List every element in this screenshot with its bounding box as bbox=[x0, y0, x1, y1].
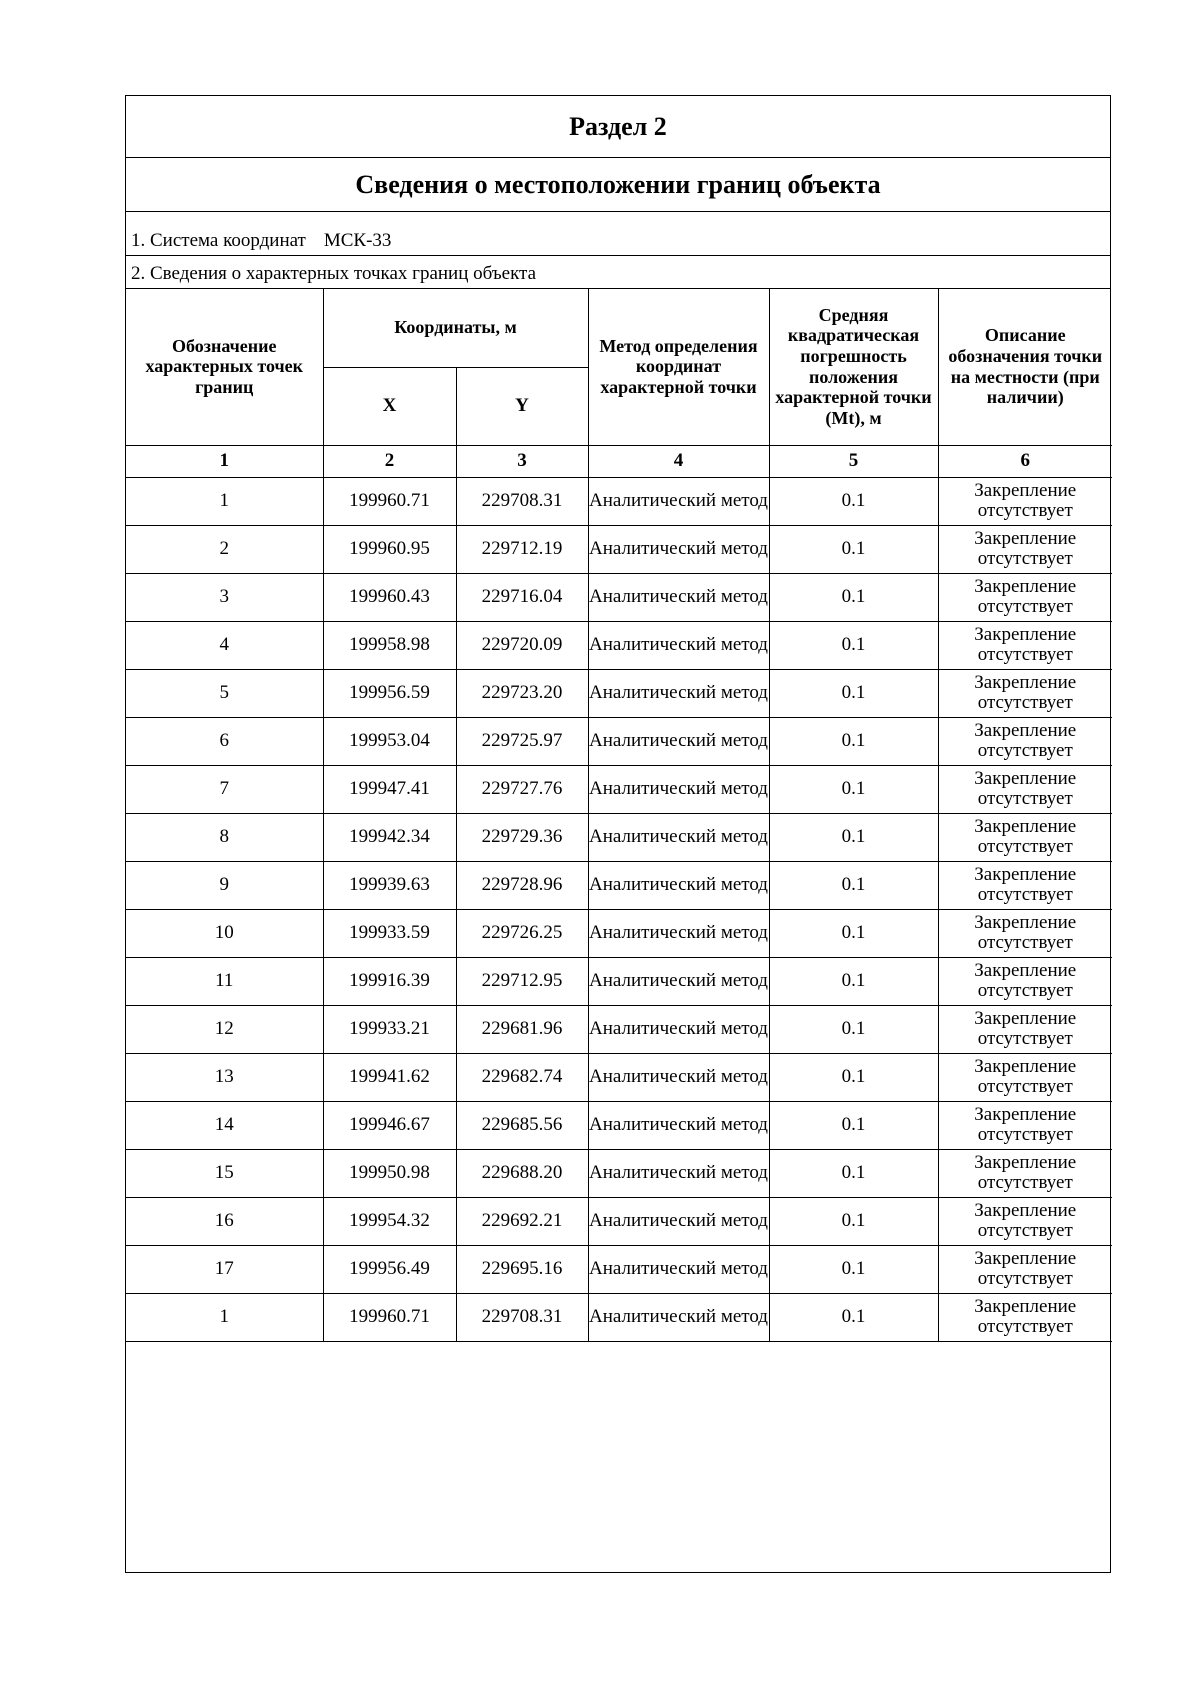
point-cell: 9 bbox=[126, 861, 323, 909]
error-cell: 0.1 bbox=[769, 573, 938, 621]
header-error: Средняя квадратическая погрешность положения характерной точки (Mt), м bbox=[769, 289, 938, 445]
x-cell: 199956.59 bbox=[323, 669, 456, 717]
table-row bbox=[126, 525, 1112, 573]
table-row bbox=[126, 1293, 1112, 1341]
y-cell: 229723.20 bbox=[456, 669, 588, 717]
x-cell: 199916.39 bbox=[323, 957, 456, 1005]
x-cell: 199950.98 bbox=[323, 1149, 456, 1197]
description-cell: Закрепление отсутствует bbox=[938, 525, 1112, 573]
x-cell: 199958.98 bbox=[323, 621, 456, 669]
method-cell: Аналитический метод bbox=[588, 1101, 769, 1149]
y-cell: 229725.97 bbox=[456, 717, 588, 765]
error-cell: 0.1 bbox=[769, 1101, 938, 1149]
point-cell: 4 bbox=[126, 621, 323, 669]
y-cell: 229726.25 bbox=[456, 909, 588, 957]
error-cell: 0.1 bbox=[769, 813, 938, 861]
x-cell: 199933.21 bbox=[323, 1005, 456, 1053]
point-cell: 14 bbox=[126, 1101, 323, 1149]
section-title: Раздел 2 bbox=[126, 96, 1110, 158]
header-description: Описание обозначения точки на местности (при наличии) bbox=[938, 289, 1112, 445]
y-cell: 229712.19 bbox=[456, 525, 588, 573]
method-cell: Аналитический метод bbox=[588, 1149, 769, 1197]
x-cell: 199953.04 bbox=[323, 717, 456, 765]
x-cell: 199960.43 bbox=[323, 573, 456, 621]
y-cell: 229682.74 bbox=[456, 1053, 588, 1101]
table-body bbox=[126, 477, 1112, 1341]
method-cell: Аналитический метод bbox=[588, 861, 769, 909]
points-heading: 2. Сведения о характерных точках границ объекта bbox=[126, 256, 1110, 289]
x-cell: 199946.67 bbox=[323, 1101, 456, 1149]
description-cell: Закрепление отсутствует bbox=[938, 909, 1112, 957]
table-row bbox=[126, 1053, 1112, 1101]
table-row bbox=[126, 1005, 1112, 1053]
description-cell: Закрепление отсутствует bbox=[938, 765, 1112, 813]
table-row bbox=[126, 477, 1112, 525]
header-method: Метод определения координат характерной точки bbox=[588, 289, 769, 445]
method-cell: Аналитический метод bbox=[588, 669, 769, 717]
y-cell: 229681.96 bbox=[456, 1005, 588, 1053]
x-cell: 199947.41 bbox=[323, 765, 456, 813]
description-cell: Закрепление отсутствует bbox=[938, 1149, 1112, 1197]
description-cell: Закрепление отсутствует bbox=[938, 573, 1112, 621]
method-cell: Аналитический метод bbox=[588, 957, 769, 1005]
method-cell: Аналитический метод bbox=[588, 765, 769, 813]
point-cell: 1 bbox=[126, 477, 323, 525]
description-cell: Закрепление отсутствует bbox=[938, 1197, 1112, 1245]
description-cell: Закрепление отсутствует bbox=[938, 1053, 1112, 1101]
point-cell: 11 bbox=[126, 957, 323, 1005]
y-cell: 229692.21 bbox=[456, 1197, 588, 1245]
method-cell: Аналитический метод bbox=[588, 717, 769, 765]
x-cell: 199941.62 bbox=[323, 1053, 456, 1101]
error-cell: 0.1 bbox=[769, 1005, 938, 1053]
header-x: X bbox=[323, 367, 456, 445]
error-cell: 0.1 bbox=[769, 717, 938, 765]
point-cell: 8 bbox=[126, 813, 323, 861]
header-point: Обозначение характерных точек границ bbox=[126, 289, 323, 445]
method-cell: Аналитический метод bbox=[588, 1053, 769, 1101]
table-row bbox=[126, 813, 1112, 861]
method-cell: Аналитический метод bbox=[588, 1245, 769, 1293]
y-cell: 229727.76 bbox=[456, 765, 588, 813]
method-cell: Аналитический метод bbox=[588, 1197, 769, 1245]
description-cell: Закрепление отсутствует bbox=[938, 1101, 1112, 1149]
table-row bbox=[126, 1101, 1112, 1149]
description-cell: Закрепление отсутствует bbox=[938, 1005, 1112, 1053]
description-cell: Закрепление отсутствует bbox=[938, 1245, 1112, 1293]
error-cell: 0.1 bbox=[769, 1197, 938, 1245]
error-cell: 0.1 bbox=[769, 477, 938, 525]
error-cell: 0.1 bbox=[769, 669, 938, 717]
table-row bbox=[126, 1245, 1112, 1293]
method-cell: Аналитический метод bbox=[588, 909, 769, 957]
y-cell: 229728.96 bbox=[456, 861, 588, 909]
column-number: 3 bbox=[456, 445, 588, 477]
point-cell: 3 bbox=[126, 573, 323, 621]
object-title: Сведения о местоположении границ объекта bbox=[126, 158, 1110, 212]
table-row bbox=[126, 669, 1112, 717]
table-row bbox=[126, 1197, 1112, 1245]
table-row bbox=[126, 861, 1112, 909]
error-cell: 0.1 bbox=[769, 1293, 938, 1341]
method-cell: Аналитический метод bbox=[588, 1005, 769, 1053]
description-cell: Закрепление отсутствует bbox=[938, 957, 1112, 1005]
table-row bbox=[126, 765, 1112, 813]
method-cell: Аналитический метод bbox=[588, 525, 769, 573]
point-cell: 15 bbox=[126, 1149, 323, 1197]
x-cell: 199939.63 bbox=[323, 861, 456, 909]
table-row bbox=[126, 957, 1112, 1005]
table-row bbox=[126, 909, 1112, 957]
method-cell: Аналитический метод bbox=[588, 573, 769, 621]
x-cell: 199960.95 bbox=[323, 525, 456, 573]
method-cell: Аналитический метод bbox=[588, 477, 769, 525]
x-cell: 199960.71 bbox=[323, 477, 456, 525]
point-cell: 16 bbox=[126, 1197, 323, 1245]
error-cell: 0.1 bbox=[769, 1053, 938, 1101]
column-number: 1 bbox=[126, 445, 323, 477]
method-cell: Аналитический метод bbox=[588, 813, 769, 861]
point-cell: 10 bbox=[126, 909, 323, 957]
description-cell: Закрепление отсутствует bbox=[938, 1293, 1112, 1341]
coord-system-label: 1. Система координат bbox=[131, 230, 306, 251]
error-cell: 0.1 bbox=[769, 525, 938, 573]
column-numbers-row bbox=[126, 445, 1112, 477]
description-cell: Закрепление отсутствует bbox=[938, 813, 1112, 861]
point-cell: 6 bbox=[126, 717, 323, 765]
column-number: 5 bbox=[769, 445, 938, 477]
column-number: 2 bbox=[323, 445, 456, 477]
y-cell: 229729.36 bbox=[456, 813, 588, 861]
x-cell: 199954.32 bbox=[323, 1197, 456, 1245]
y-cell: 229695.16 bbox=[456, 1245, 588, 1293]
y-cell: 229688.20 bbox=[456, 1149, 588, 1197]
description-cell: Закрепление отсутствует bbox=[938, 669, 1112, 717]
y-cell: 229720.09 bbox=[456, 621, 588, 669]
document-frame bbox=[125, 95, 1111, 1573]
description-cell: Закрепление отсутствует bbox=[938, 861, 1112, 909]
y-cell: 229708.31 bbox=[456, 1293, 588, 1341]
y-cell: 229685.56 bbox=[456, 1101, 588, 1149]
error-cell: 0.1 bbox=[769, 957, 938, 1005]
header-coords: Координаты, м bbox=[323, 289, 588, 367]
point-cell: 1 bbox=[126, 1293, 323, 1341]
x-cell: 199933.59 bbox=[323, 909, 456, 957]
point-cell: 17 bbox=[126, 1245, 323, 1293]
header-y: Y bbox=[456, 367, 588, 445]
table-row bbox=[126, 717, 1112, 765]
error-cell: 0.1 bbox=[769, 1245, 938, 1293]
error-cell: 0.1 bbox=[769, 621, 938, 669]
y-cell: 229716.04 bbox=[456, 573, 588, 621]
y-cell: 229708.31 bbox=[456, 477, 588, 525]
column-number: 6 bbox=[938, 445, 1112, 477]
coord-system-value: МСК-33 bbox=[323, 230, 392, 251]
point-cell: 12 bbox=[126, 1005, 323, 1053]
description-cell: Закрепление отсутствует bbox=[938, 477, 1112, 525]
error-cell: 0.1 bbox=[769, 1149, 938, 1197]
y-cell: 229712.95 bbox=[456, 957, 588, 1005]
table-row bbox=[126, 1149, 1112, 1197]
point-cell: 2 bbox=[126, 525, 323, 573]
error-cell: 0.1 bbox=[769, 765, 938, 813]
coord-system-row bbox=[126, 212, 1110, 256]
table-row bbox=[126, 573, 1112, 621]
error-cell: 0.1 bbox=[769, 909, 938, 957]
x-cell: 199960.71 bbox=[323, 1293, 456, 1341]
column-number: 4 bbox=[588, 445, 769, 477]
x-cell: 199956.49 bbox=[323, 1245, 456, 1293]
method-cell: Аналитический метод bbox=[588, 621, 769, 669]
points-table bbox=[126, 289, 1112, 1342]
point-cell: 13 bbox=[126, 1053, 323, 1101]
method-cell: Аналитический метод bbox=[588, 1293, 769, 1341]
point-cell: 7 bbox=[126, 765, 323, 813]
description-cell: Закрепление отсутствует bbox=[938, 621, 1112, 669]
point-cell: 5 bbox=[126, 669, 323, 717]
x-cell: 199942.34 bbox=[323, 813, 456, 861]
description-cell: Закрепление отсутствует bbox=[938, 717, 1112, 765]
error-cell: 0.1 bbox=[769, 861, 938, 909]
table-row bbox=[126, 621, 1112, 669]
